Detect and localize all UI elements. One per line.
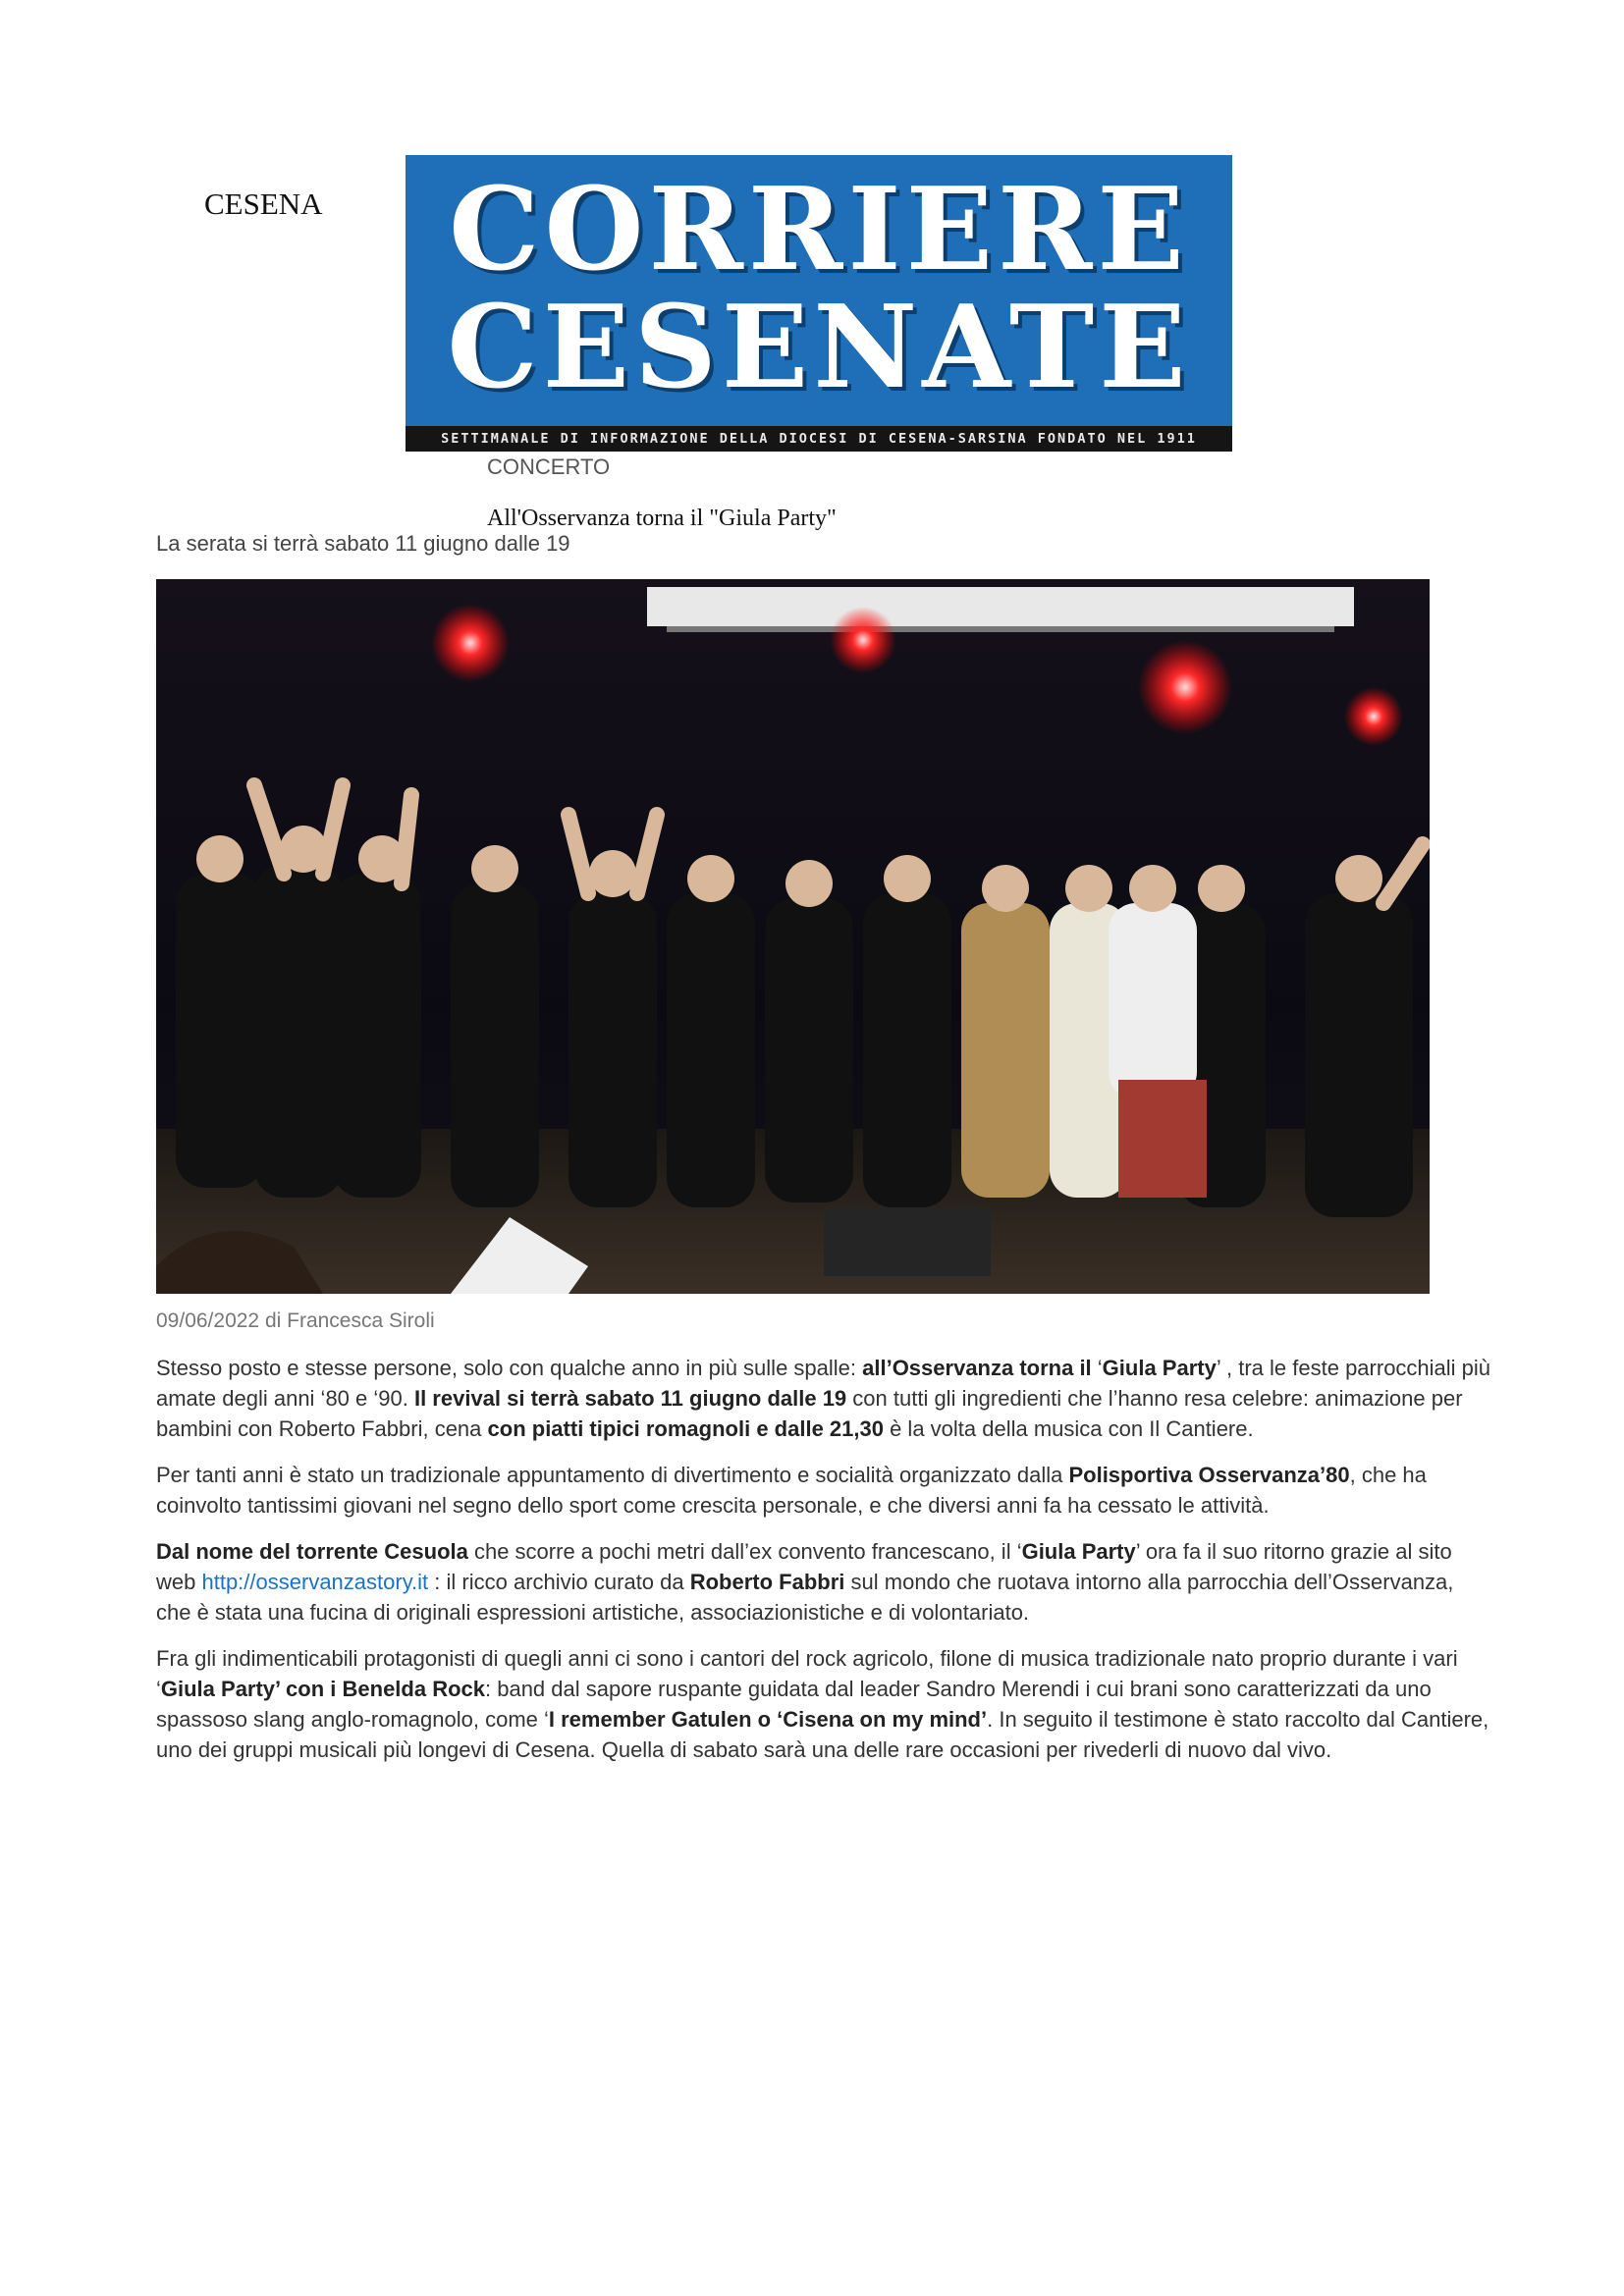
p4-text-2: : band dal sapore ruspante guidata dal leader Sandro Merendi i cui brani sono caratterizzati da uno spassoso slang anglo-romagnolo, come ‘ bbox=[156, 1677, 1432, 1732]
byline-prefix: di bbox=[259, 1309, 288, 1332]
p1-text-3: ’ , tra le feste parrocchiali più amate degli anni ‘80 e ‘90. bbox=[156, 1356, 1491, 1411]
concert-photo-illustration bbox=[156, 579, 1430, 1294]
p4-bold-2: I remember Gatulen o ‘Cisena on my mind’ bbox=[548, 1707, 988, 1732]
article-subheadline: La serata si terrà sabato 11 giugno dalle 19 bbox=[156, 531, 570, 556]
p3-bold-3: Roberto Fabbri bbox=[689, 1570, 845, 1594]
article-author: Francesca Siroli bbox=[287, 1309, 435, 1332]
p1-text-4: con tutti gli ingredienti che l’hanno resa celebre: animazione per bambini con Roberto Fabbri, cena bbox=[156, 1386, 1463, 1441]
masthead-line-2: CESENATE bbox=[447, 281, 1191, 414]
article-byline bbox=[156, 1309, 435, 1333]
p3-text-4: sul mondo che ruotava intorno alla parrocchia dell’Osservanza, che è stata una fucina di originali espressioni artistiche, associazionistiche e di volontariato. bbox=[156, 1570, 1454, 1625]
p3-text-1: che scorre a pochi metri dall’ex convento francescano, il ‘ bbox=[467, 1539, 1022, 1564]
p1-text-5: è la volta della musica con Il Cantiere. bbox=[883, 1416, 1254, 1441]
p1-bold-4: con piatti tipici romagnoli e dalle 21,30 bbox=[487, 1416, 884, 1441]
p3-text-2: ’ ora fa il suo ritorno grazie al sito web bbox=[156, 1539, 1452, 1594]
p3-bold-2: Giula Party bbox=[1021, 1539, 1136, 1564]
article-headline: All'Osservanza torna il "Giula Party" bbox=[487, 506, 837, 531]
p1-bold-1: all’Osservanza torna il bbox=[862, 1356, 1092, 1380]
p1-bold-3: Il revival si terrà sabato 11 giugno dalle 19 bbox=[413, 1386, 847, 1411]
paragraph-3 bbox=[156, 1536, 1491, 1628]
p4-text-3: . In seguito il testimone è stato raccolto dal Cantiere, uno dei gruppi musicali più longevi di Cesena. Quella di sabato sarà una delle rare occasioni per rivederli di nuovo dal vivo. bbox=[156, 1707, 1489, 1762]
website-link[interactable]: http://osservanzastory.it bbox=[201, 1570, 429, 1594]
section-label: CONCERTO bbox=[487, 454, 611, 479]
article-body bbox=[156, 1353, 1491, 1781]
p4-text-1: Fra gli indimenticabili protagonisti di quegli anni ci sono i cantori del rock agricolo, filone di musica tradizionale nato proprio durante i vari ‘ bbox=[156, 1646, 1458, 1701]
paragraph-4 bbox=[156, 1643, 1491, 1765]
newspaper-masthead bbox=[406, 155, 1232, 452]
p2-text-1: Per tanti anni è stato un tradizionale appuntamento di divertimento e socialità organizzato dalla bbox=[156, 1463, 1069, 1487]
p3-bold-1: Dal nome del torrente Cesuola bbox=[156, 1539, 468, 1564]
city-label: CESENA bbox=[204, 187, 323, 221]
p4-bold-1: Giula Party’ con i Benelda Rock bbox=[160, 1677, 485, 1701]
p1-bold-2: Giula Party bbox=[1102, 1356, 1217, 1380]
masthead-line-1: CORRIERE bbox=[449, 163, 1189, 296]
paragraph-1 bbox=[156, 1353, 1491, 1444]
p2-text-2: , che ha coinvolto tantissimi giovani nel segno dello sport come crescita personale, e che diversi anni fa ha cessato le attività. bbox=[156, 1463, 1427, 1518]
paragraph-2 bbox=[156, 1460, 1491, 1521]
p2-bold-1: Polisportiva Osservanza’80 bbox=[1068, 1463, 1350, 1487]
p1-text-1: Stesso posto e stesse persone, solo con qualche anno in più sulle spalle: bbox=[156, 1356, 863, 1380]
concert-photo bbox=[156, 579, 1430, 1294]
article-date: 09/06/2022 bbox=[156, 1309, 260, 1332]
p1-text-2: ‘ bbox=[1091, 1356, 1103, 1380]
masthead-tagline: SETTIMANALE DI INFORMAZIONE DELLA DIOCESI DI CESENA-SARSINA FONDATO NEL 1911 bbox=[406, 426, 1232, 452]
p3-text-3: : il ricco archivio curato da bbox=[428, 1570, 690, 1594]
